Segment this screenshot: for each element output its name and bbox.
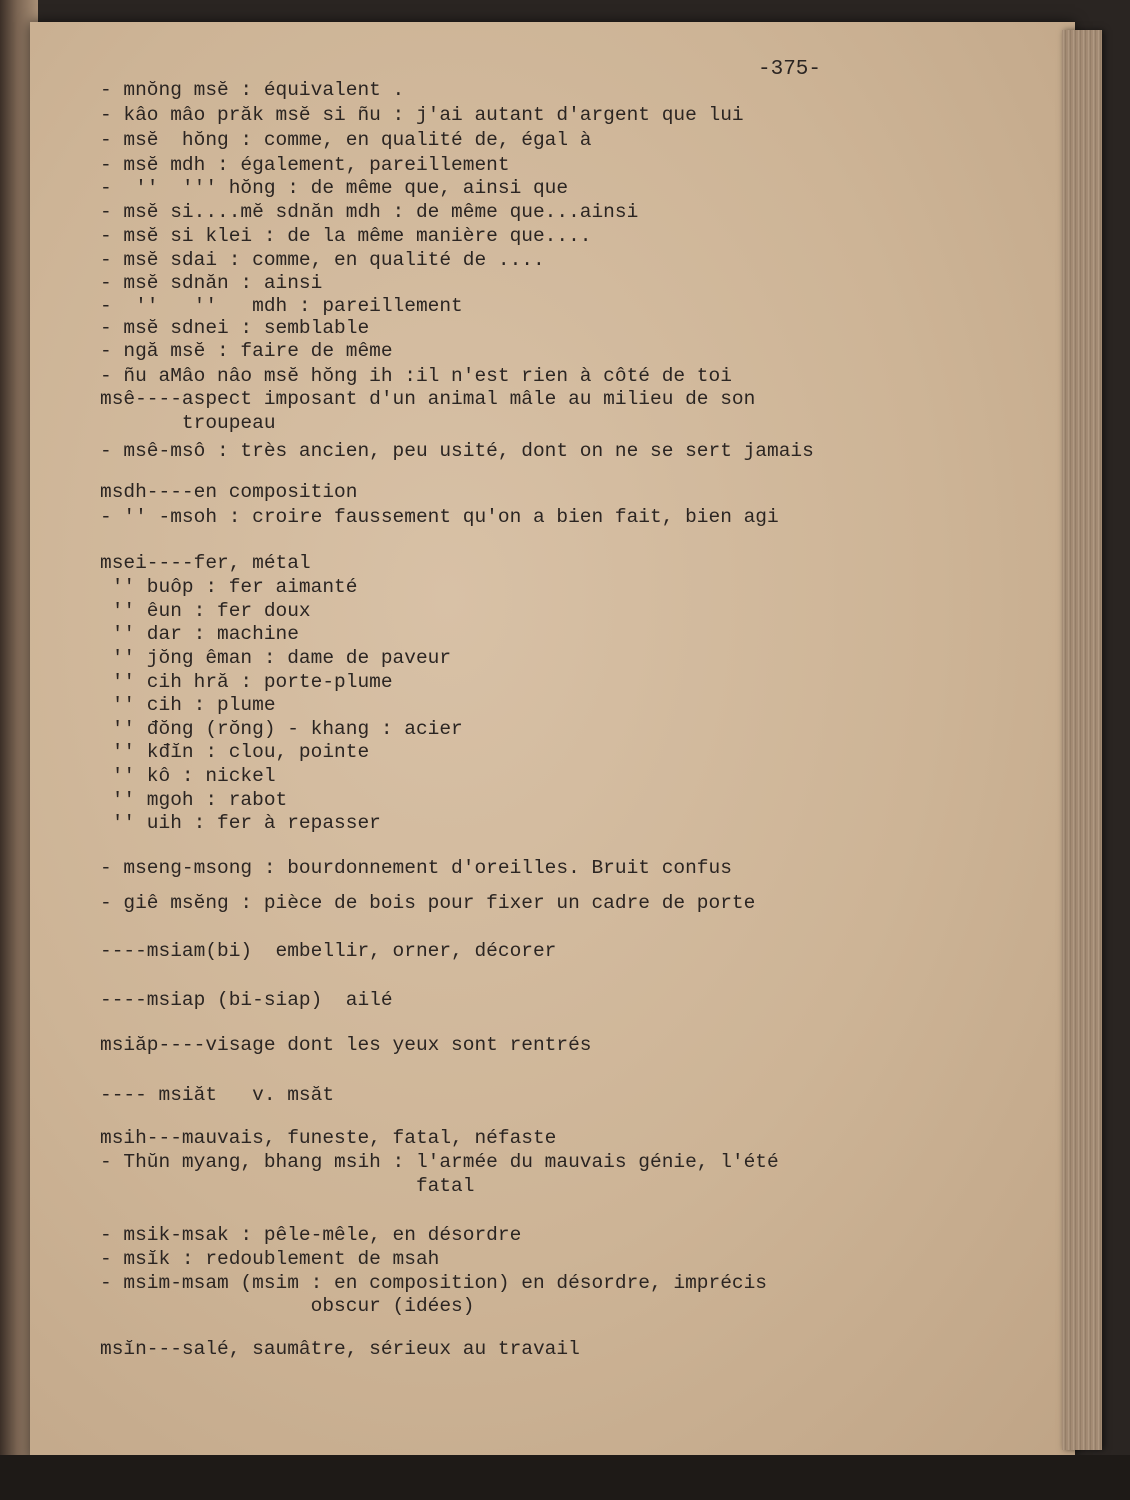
- dictionary-line: obscur (idées): [100, 1295, 475, 1317]
- dictionary-line: ----msiam(bi) embellir, orner, décorer: [100, 940, 557, 962]
- dictionary-line: '' mgoh : rabot: [100, 789, 288, 811]
- dictionary-line: ----msiap (bi-siap) ailé: [100, 989, 393, 1011]
- dictionary-line: - msim-msam (msim : en composition) en désordre, imprécis: [100, 1272, 768, 1294]
- dictionary-line: msiăp----visage dont les yeux sont rentrés: [100, 1034, 592, 1056]
- dictionary-line: msih---mauvais, funeste, fatal, néfaste: [100, 1127, 557, 1149]
- dictionary-line: '' kô : nickel: [100, 765, 276, 787]
- dictionary-line: fatal: [100, 1175, 475, 1197]
- dictionary-line: '' uih : fer à repasser: [100, 812, 381, 834]
- dictionary-line: troupeau: [100, 412, 276, 434]
- dictionary-line: - mseng-msong : bourdonnement d'oreilles. Bruit confus: [100, 857, 732, 879]
- dictionary-line: - msĕ sdnei : semblable: [100, 317, 370, 339]
- dictionary-line: - '' '' mdh : pareillement: [100, 295, 463, 317]
- dictionary-line: - msĕ sdai : comme, en qualité de ....: [100, 249, 545, 271]
- dictionary-line: - '' ''' hŏng : de même que, ainsi que: [100, 177, 569, 199]
- dictionary-line: '' cih : plume: [100, 694, 276, 716]
- dictionary-line: - kâo mâo prăk msĕ si ñu : j'ai autant d'argent que lui: [100, 104, 744, 126]
- dictionary-line: '' buôp : fer aimanté: [100, 576, 358, 598]
- dictionary-line: - ñu aMâo nâo msĕ hŏng ih :il n'est rien à côté de toi: [100, 365, 732, 387]
- dictionary-line: - msĕ hŏng : comme, en qualité de, égal à: [100, 129, 592, 151]
- dictionary-line: - Thŭn myang, bhang msih : l'armée du mauvais génie, l'été: [100, 1151, 779, 1173]
- dictionary-line: - mnŏng msĕ : équivalent .: [100, 79, 405, 101]
- bottom-shadow: [0, 1455, 1130, 1500]
- dictionary-line: msei----fer, métal: [100, 552, 311, 574]
- dictionary-line: - '' -msoh : croire faussement qu'on a bien fait, bien agi: [100, 506, 779, 528]
- dictionary-line: - ngă msĕ : faire de même: [100, 340, 393, 362]
- dictionary-line: '' cih hră : porte-plume: [100, 671, 393, 693]
- page-edges: [1062, 30, 1102, 1450]
- dictionary-line: '' kđĭn : clou, pointe: [100, 741, 370, 763]
- dictionary-line: '' đŏng (rŏng) - khang : acier: [100, 718, 463, 740]
- dictionary-line: '' jŏng êman : dame de paveur: [100, 647, 452, 669]
- dictionary-line: msê----aspect imposant d'un animal mâle au milieu de son: [100, 388, 756, 410]
- dictionary-line: msdh----en composition: [100, 481, 358, 503]
- page-number: -375-: [758, 58, 822, 81]
- dictionary-line: '' dar : machine: [100, 623, 299, 645]
- dictionary-line: - msĕ sdnăn : ainsi: [100, 272, 323, 294]
- dictionary-line: '' êun : fer doux: [100, 600, 311, 622]
- dictionary-line: msĭn---salé, saumâtre, sérieux au travail: [100, 1338, 580, 1360]
- dictionary-line: - msĕ si klei : de la même manière que....: [100, 225, 592, 247]
- dictionary-line: ---- msiăt v. msăt: [100, 1084, 335, 1106]
- dictionary-line: - giê msĕng : pièce de bois pour fixer un cadre de porte: [100, 892, 756, 914]
- dictionary-line: - msik-msak : pêle-mêle, en désordre: [100, 1224, 522, 1246]
- dictionary-line: - msĭk : redoublement de msah: [100, 1248, 440, 1270]
- dictionary-line: - msĕ mdh : également, pareillement: [100, 154, 510, 176]
- dictionary-line: - msê-msô : très ancien, peu usité, dont on ne se sert jamais: [100, 440, 814, 462]
- dictionary-line: - msĕ si....mĕ sdnăn mdh : de même que...ainsi: [100, 201, 639, 223]
